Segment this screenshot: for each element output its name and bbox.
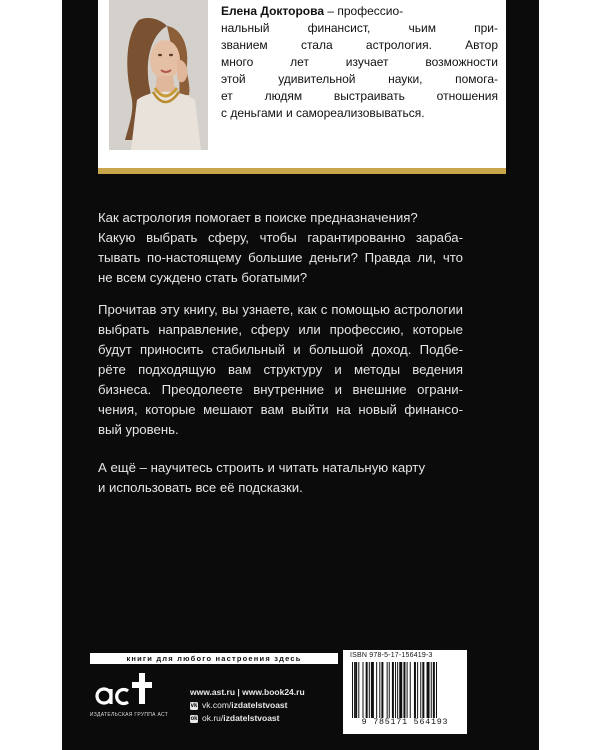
barcode-bar: [399, 662, 402, 718]
barcode-bar: [376, 662, 377, 718]
barcode-bar: [355, 662, 357, 718]
publisher-websites[interactable]: www.ast.ru | www.book24.ru: [190, 687, 305, 697]
barcode-bar: [363, 662, 364, 718]
blurb-line: выбрать направление, сферу или профессию, которые: [98, 322, 463, 337]
author-name: Елена Докторова: [221, 4, 325, 18]
barcode-digits: 9 785171 564193: [361, 718, 449, 727]
blurb-line: Прочитав эту книгу, вы узнаете, как с помощью астрологии: [98, 302, 463, 317]
barcode-bar: [407, 662, 408, 718]
bio-line-7: с деньгами и самореализовываться.: [221, 106, 425, 120]
vk-icon: vk: [190, 702, 198, 709]
ok-prefix: ok.ru/: [202, 713, 224, 723]
blurb-line: Как астрология помогает в поиске предназначения?: [98, 210, 418, 225]
barcode-box: [343, 650, 467, 734]
vk-prefix: vk.com/: [202, 700, 232, 710]
blurb-line: будут приносить стабильный и большой доход. Подбе-: [98, 342, 463, 357]
barcode-bar: [389, 662, 390, 718]
barcode-bar: [414, 662, 416, 718]
blurb-line: вый уровень.: [98, 422, 179, 437]
barcode-bar: [352, 662, 353, 718]
ok-link[interactable]: [190, 712, 305, 725]
bio-line-5: этой удивительной науки, помога-: [221, 72, 498, 86]
publisher-links: [190, 686, 305, 725]
barcode-bar: [366, 662, 368, 718]
bio-line-4: много лет изучает возможности: [221, 55, 498, 69]
barcode-bars: [352, 662, 458, 718]
barcode-bar: [379, 662, 380, 718]
barcode-bar: [354, 662, 355, 718]
blurb-paragraph-3: [98, 458, 463, 498]
barcode-bar: [431, 662, 432, 718]
ok-handle: izdatelstvoast: [223, 713, 280, 723]
publisher-logo: [92, 671, 162, 709]
blurb-line: Какую выбрать сферу, чтобы гарантированно зараба-: [98, 230, 463, 245]
author-photo: [109, 0, 208, 150]
blurb-line: А ещё – научитесь строить и читать натальную карту: [98, 460, 426, 475]
barcode-bar: [420, 662, 421, 718]
barcode-bar: [381, 662, 383, 718]
barcode-bar: [403, 662, 405, 718]
vk-link[interactable]: [190, 699, 305, 712]
vk-handle: izdatelstvoast: [231, 700, 288, 710]
bio-line-6: ет людям выстраивать отношения: [221, 89, 498, 103]
blurb-line: рёте подходящую вам структуру и методы ведения: [98, 362, 463, 377]
publisher-group-name: ИЗДАТЕЛЬСКАЯ ГРУППА АСТ: [89, 712, 169, 718]
blurb-paragraph-1: [98, 208, 463, 288]
barcode-bar: [417, 662, 418, 718]
barcode-bar: [422, 662, 424, 718]
blurb-line: не всем суждено стать богатыми?: [98, 270, 308, 285]
bio-line-3: званием стала астрология. Автор: [221, 38, 498, 52]
blurb-line: бизнеса. Преодолеете внутренние и внешние ограни-: [98, 382, 463, 397]
barcode-bar: [371, 662, 374, 718]
barcode-bar: [433, 662, 435, 718]
bio-line-1: [221, 3, 498, 20]
blurb-line: и использовать все её подсказки.: [98, 480, 303, 495]
author-bio: [221, 3, 498, 122]
barcode-bar: [395, 662, 396, 718]
blurb-paragraph-2: [98, 300, 463, 440]
blurb-line: чения, которые мешают вам выйти на новый финансо-: [98, 402, 463, 417]
blurb-line: тывать по-настоящему большие деньги? Правда ли, что: [98, 250, 463, 265]
barcode-bar: [427, 662, 430, 718]
barcode-bar: [369, 662, 370, 718]
publisher-tagline: книги для любого настроения здесь: [90, 653, 338, 664]
barcode-bar: [392, 662, 394, 718]
barcode-bar: [397, 662, 398, 718]
ok-icon: ok: [190, 715, 198, 722]
barcode-bar: [410, 662, 411, 718]
barcode-bar: [358, 662, 359, 718]
barcode-bar: [436, 662, 437, 718]
isbn-number: ISBN 978-5-17-156419-3: [350, 652, 433, 659]
gold-divider: [98, 168, 506, 174]
bio-line-2: нальный финансист, чьим при-: [221, 21, 498, 35]
barcode-bar: [387, 662, 388, 718]
bio-line-text: – профессио-: [324, 4, 404, 18]
